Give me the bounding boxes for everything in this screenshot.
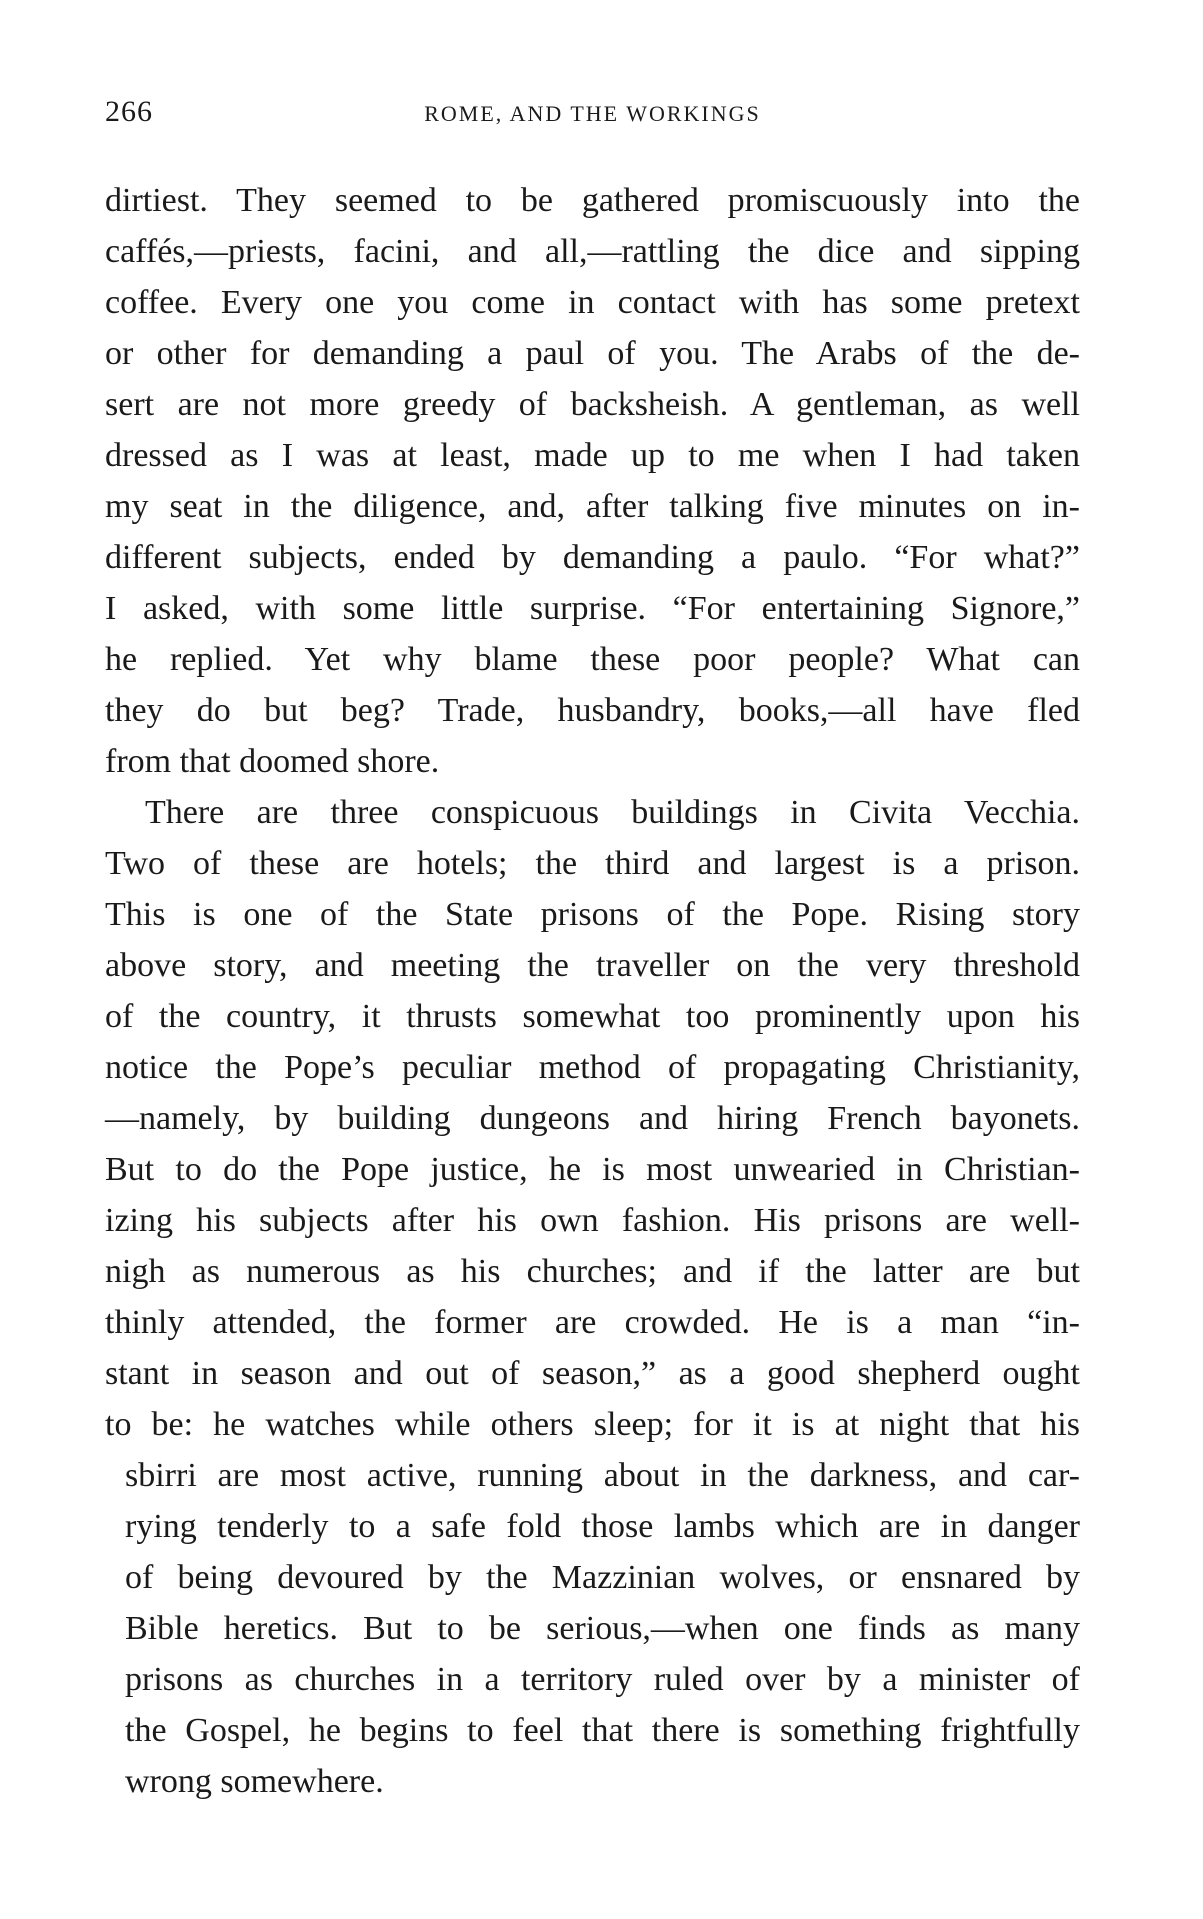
page-number: 266: [105, 95, 153, 128]
text-line: stant in season and out of season,” as a good shepherd ought: [105, 1355, 1080, 1392]
text-line: the Gospel, he begins to feel that there is something frightfully: [125, 1712, 1080, 1749]
text-line: sert are not more greedy of backsheish. A gentleman, as well: [105, 386, 1080, 423]
text-line: dirtiest. They seemed to be gathered promiscuously into the: [105, 182, 1080, 219]
paragraph-start-line: There are three conspicuous buildings in Civita Vecchia.: [145, 794, 1080, 831]
text-line: above story, and meeting the traveller on the very threshold: [105, 947, 1080, 984]
running-head: ROME, AND THE WORKINGS: [424, 101, 761, 126]
text-line: Bible heretics. But to be serious,—when one finds as many: [125, 1610, 1080, 1647]
text-line: prisons as churches in a territory ruled over by a minister of: [125, 1661, 1080, 1698]
text-line: of the country, it thrusts somewhat too prominently upon his: [105, 998, 1080, 1035]
text-line: This is one of the State prisons of the Pope. Rising story: [105, 896, 1080, 933]
text-line: rying tenderly to a safe fold those lambs which are in danger: [125, 1508, 1080, 1545]
text-line: wrong somewhere.: [125, 1763, 384, 1800]
page-header: [105, 95, 1080, 135]
text-line: of being devoured by the Mazzinian wolves, or ensnared by: [125, 1559, 1080, 1596]
text-line: caffés,—priests, facini, and all,—rattling the dice and sipping: [105, 233, 1080, 270]
text-line: izing his subjects after his own fashion. His prisons are well-: [105, 1202, 1080, 1239]
text-line: from that doomed shore.: [105, 743, 440, 780]
text-line: they do but beg? Trade, husbandry, books,—all have fled: [105, 692, 1080, 729]
text-line: my seat in the diligence, and, after talking five minutes on in-: [105, 488, 1080, 525]
text-line: dressed as I was at least, made up to me when I had taken: [105, 437, 1080, 474]
text-line: But to do the Pope justice, he is most unwearied in Christian-: [105, 1151, 1080, 1188]
text-line: notice the Pope’s peculiar method of propagating Christianity,: [105, 1049, 1080, 1086]
text-line: Two of these are hotels; the third and largest is a prison.: [105, 845, 1080, 882]
body-text: [105, 175, 1080, 1807]
text-line: sbirri are most active, running about in the darkness, and car-: [125, 1457, 1080, 1494]
text-line: —namely, by building dungeons and hiring French bayonets.: [105, 1100, 1080, 1137]
text-line: I asked, with some little surprise. “For entertaining Signore,”: [105, 590, 1080, 627]
text-line: or other for demanding a paul of you. The Arabs of the de-: [105, 335, 1080, 372]
text-line: he replied. Yet why blame these poor people? What can: [105, 641, 1080, 678]
text-line: coffee. Every one you come in contact with has some pretext: [105, 284, 1080, 321]
text-line: nigh as numerous as his churches; and if the latter are but: [105, 1253, 1080, 1290]
text-line: different subjects, ended by demanding a paulo. “For what?”: [105, 539, 1080, 576]
text-line: thinly attended, the former are crowded. He is a man “in-: [105, 1304, 1080, 1341]
text-line: to be: he watches while others sleep; for it is at night that his: [105, 1406, 1080, 1443]
